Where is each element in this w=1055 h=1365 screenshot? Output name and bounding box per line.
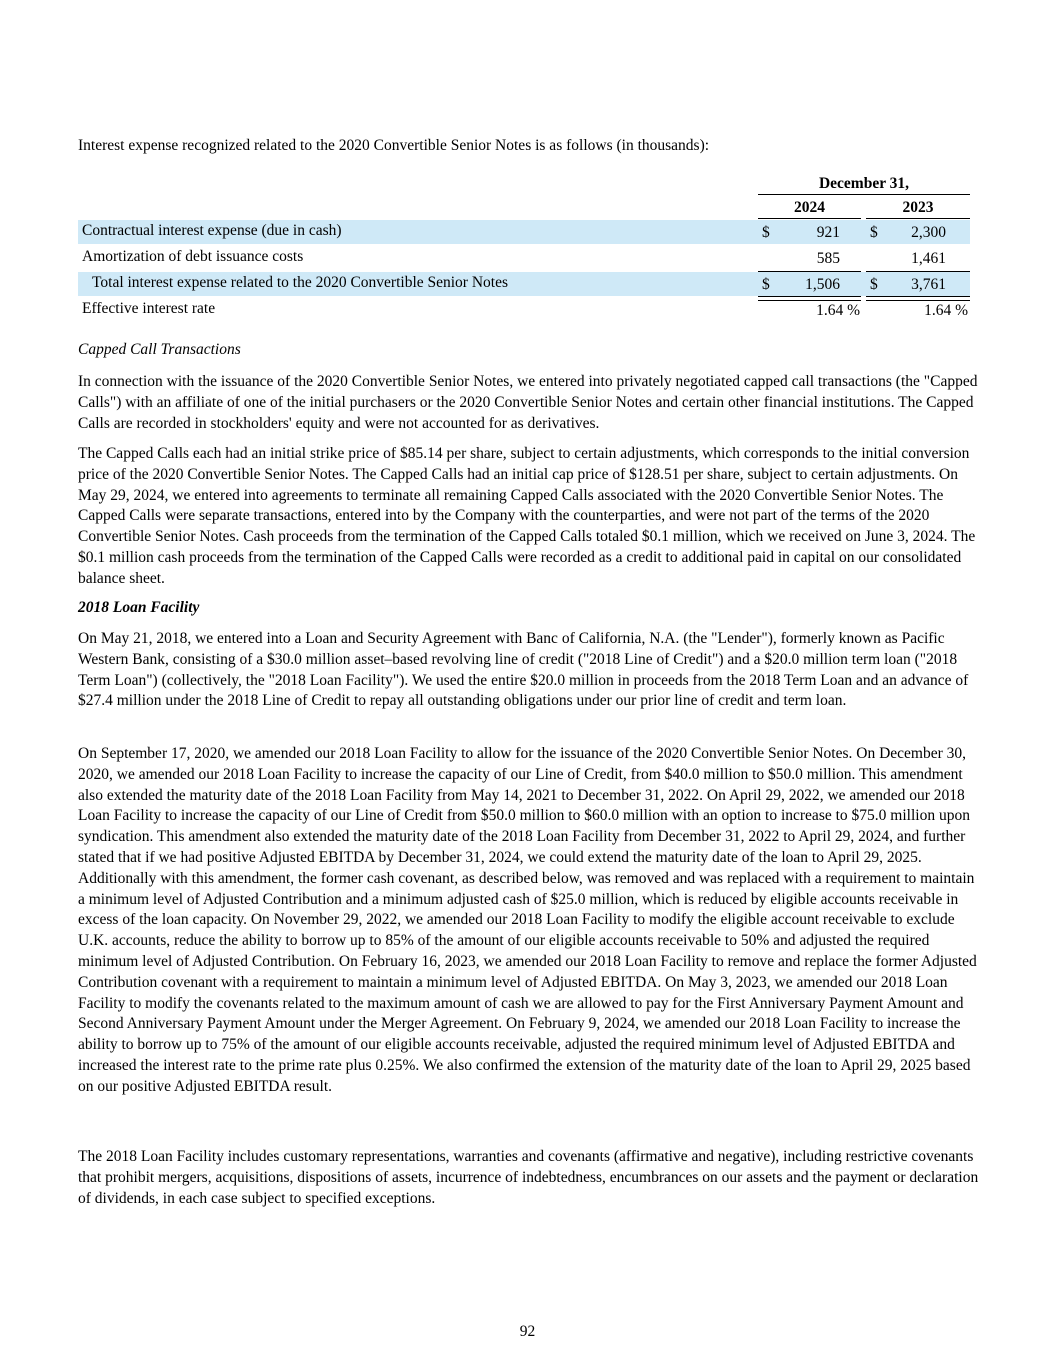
table-intro: Interest expense recognized related to the 2020 Convertible Senior Notes is as follows (in thousands): xyxy=(78,137,710,154)
capped-call-paragraph-2: The Capped Calls each had an initial strike price of $85.14 per share, subject to certain adjustments, which corresponds to the initial conversion price of the 2020 Convertible Senior Notes. The Capped Calls had an initial cap price of $128.51 per share, subject to certain adjustments. On May 29, 2024, we entered into agreements to terminate all remaining Capped Calls associated with the 2020 Convertible Senior Notes. The Capped Calls were separate transactions, entered into by the Company with the counterparties, and were not part of the terms of the 2020 Convertible Senior Notes. Cash proceeds from the termination of the Capped Calls totaled $0.1 million, which we received on June 3, 2024. The $0.1 million cash proceeds from the termination of the Capped Calls were recorded as a credit to additional paid in capital on our consolidated balance sheet. xyxy=(78,445,976,587)
page-number: 92 xyxy=(519,1323,536,1340)
loan-facility-paragraph-1: On May 21, 2018, we entered into a Loan and Security Agreement with Banc of California, N.A. (the "Lender"), formerly known as Pacific Western Bank, consisting of a $30.0 million asset–based revolving line of credit ("2018 Line of Credit") and a $20.0 million term loan ("2018 Term Loan") (collectively, the "2018 Loan Facility"). We used the entire $20.0 million in proceeds from the 2018 Term Loan and an advance of $27.4 million under the 2018 Line of Credit to repay all outstanding obligations under our prior line of credit and term loan. xyxy=(78,630,969,710)
row-label: Total interest expense related to the 2020 Convertible Senior Notes xyxy=(92,274,509,291)
row-label: Amortization of debt issuance costs xyxy=(82,248,304,265)
capped-call-paragraph-1: In connection with the issuance of the 2020 Convertible Senior Notes, we entered into privately negotiated capped call transactions (the "Capped Calls") with an affiliate of one of the initial purchasers or the 2020 Convertible Senior Notes and certain other financial institutions. The Capped Calls are recorded in stockholders' equity and were not accounted for as derivatives. xyxy=(78,373,978,432)
column-header-2023: 2023 xyxy=(866,199,970,219)
value-2023: 2,300 xyxy=(911,224,946,241)
dollar-sign: $ xyxy=(762,224,770,241)
row-label: Contractual interest expense (due in cash) xyxy=(82,222,342,239)
value-2023: 1,461 xyxy=(911,250,946,267)
dollar-sign: $ xyxy=(762,276,770,293)
loan-facility-heading: 2018 Loan Facility xyxy=(78,599,200,616)
value-2024: 921 xyxy=(816,224,840,241)
row-label: Effective interest rate xyxy=(82,300,216,317)
table-row xyxy=(78,246,970,270)
column-group-header: December 31, xyxy=(758,175,970,195)
loan-facility-paragraph-2: On September 17, 2020, we amended our 2018 Loan Facility to allow for the issuance of the 2020 Convertible Senior Notes. On December 30, 2020, we amended our 2018 Loan Facility to increase the capacity of our Line of Credit, from $40.0 million to $50.0 million. This amendment also extended the maturity date of the 2018 Loan Facility from May 14, 2021 to December 31, 2022. On April 29, 2022, we amended our 2018 Loan Facility to increase the capacity of our Line of Credit from $50.0 million to $60.0 million with an option to increase to $75.0 million upon syndication. This amendment also extended the maturity date of the 2018 Loan Facility from December 31, 2022 to April 29, 2024, and further stated that if we had positive Adjusted EBITDA by December 31, 2024, we could extend the maturity date of the loan to April 29, 2025. Additionally with this amendment, the former cash covenant, as described below, was removed and was replaced with a requirement to maintain a minimum level of Adjusted Contribution and a minimum adjusted cash of $25.0 million, which is reduced by eligible accounts receivable in excess of the loan capacity. On November 29, 2022, we amended our 2018 Loan Facility to modify the eligible account receivable to exclude U.K. accounts, reduce the ability to borrow up to 85% of the amount of our eligible accounts receivable to 50% and adjusted the required minimum level of Adjusted Contribution. On February 16, 2023, we amended our 2018 Loan Facility to remove and replace the former Adjusted Contribution covenant with a requirement to maintain a minimum level of Adjusted EBITDA. On May 3, 2023, we amended our 2018 Loan Facility to modify the covenants related to the maximum amount of cash we are allowed to pay for the First Anniversary Payment Amount and Second Anniversary Payment Amount under the Merger Agreement. On February 9, 2024, we amended our 2018 Loan Facility to increase the ability to borrow up to 75% of the amount of our eligible accounts receivable, adjusted the required minimum level of Adjusted EBITDA and increased the interest rate to the prime rate plus 0.25%. We also confirmed the extension of the maturity date of the loan to April 29, 2025 based on our positive Adjusted EBITDA result. xyxy=(78,745,977,1095)
column-header-2024: 2024 xyxy=(758,199,861,219)
table-row xyxy=(78,272,970,296)
loan-facility-paragraph-3: The 2018 Loan Facility includes customary representations, warranties and covenants (affirmative and negative), including restrictive covenants that prohibit mergers, acquisitions, dispositions of assets, incurrence of indebtedness, encumbrances on our assets and the payment or declaration of dividends, in each case subject to specified exceptions. xyxy=(78,1148,979,1207)
dollar-sign: $ xyxy=(870,224,878,241)
value-2023: 3,761 xyxy=(911,276,946,293)
value-2023: 1.64 % xyxy=(924,302,968,319)
value-2024: 585 xyxy=(816,250,840,267)
table-row xyxy=(78,298,970,322)
capped-call-heading: Capped Call Transactions xyxy=(78,341,241,358)
value-2024: 1,506 xyxy=(805,276,840,293)
value-2024: 1.64 % xyxy=(816,302,860,319)
dollar-sign: $ xyxy=(870,276,878,293)
table-row xyxy=(78,220,970,244)
